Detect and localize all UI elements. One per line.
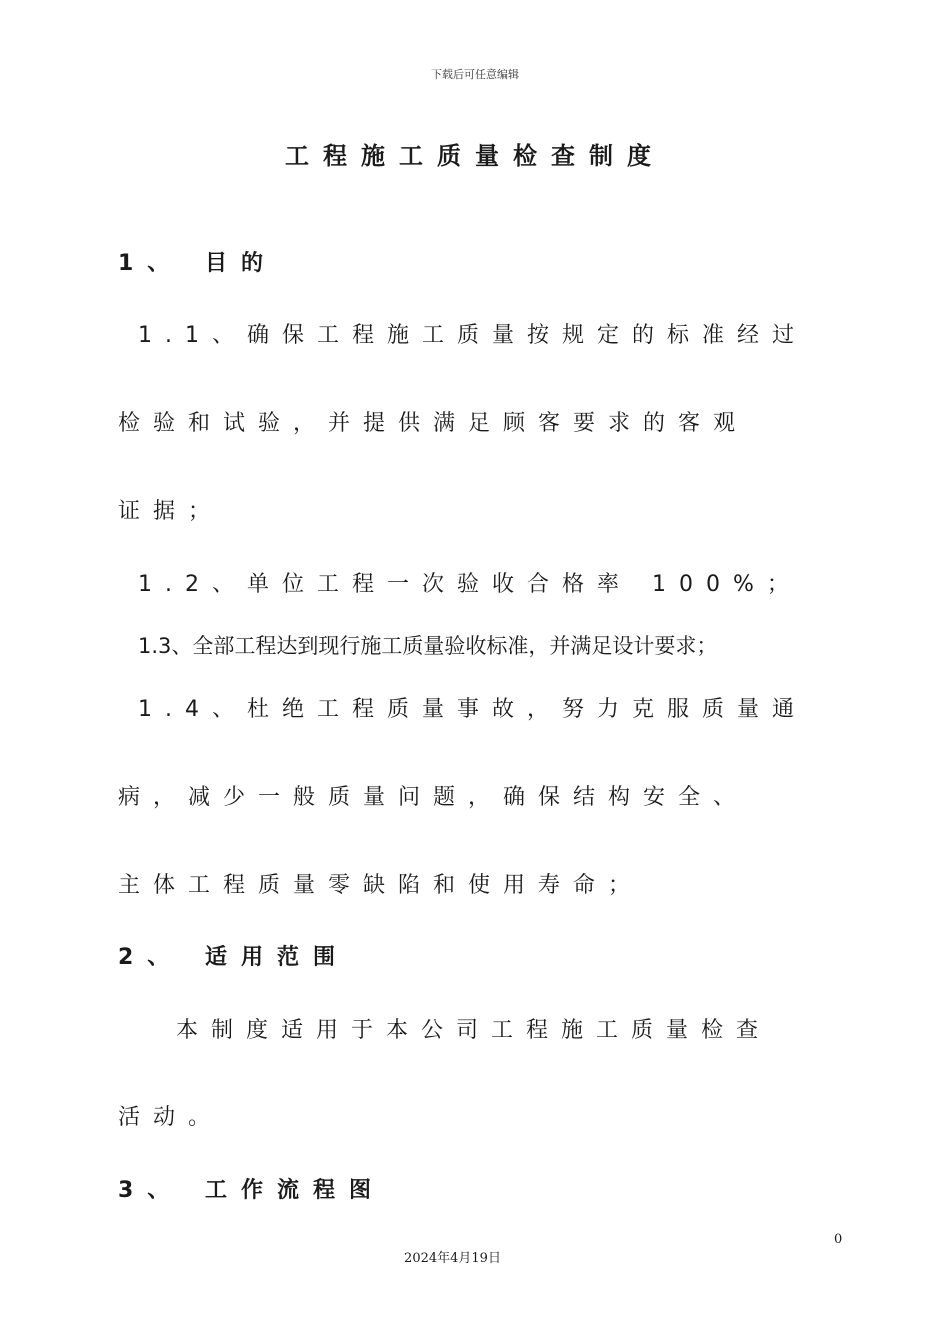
section-2-text-line-2: 活动。: [118, 1105, 224, 1130]
item-1-4-line-1: 1.4、杜绝工程质量事故，努力克服质量通: [138, 697, 807, 722]
item-1-1-line-3: 证据；: [118, 499, 224, 524]
section-1-heading: 1、 目的: [118, 251, 277, 276]
document-title: 工程施工质量检查制度: [285, 142, 665, 170]
page-number: 0: [834, 1232, 843, 1247]
item-1-1-line-2: 检验和试验，并提供满足顾客要求的客观: [118, 411, 749, 436]
footer-date: 2024年4月19日: [404, 1251, 501, 1266]
header-note: 下载后可任意编辑: [431, 68, 519, 81]
item-1-2: 1.2、单位工程一次验收合格率 100%；: [138, 572, 802, 597]
section-2-heading: 2、 适用范围: [118, 945, 349, 970]
item-1-3: 1.3、全部工程达到现行施工质量验收标准，并满足设计要求；: [138, 634, 718, 658]
item-1-4-line-3: 主体工程质量零缺陷和使用寿命；: [118, 873, 644, 898]
section-3-heading: 3、 工作流程图: [118, 1178, 385, 1203]
item-1-4-line-2: 病，减少一般质量问题，确保结构安全、: [118, 785, 749, 810]
section-2-text-line-1: 本制度适用于本公司工程施工质量检查: [176, 1018, 772, 1043]
item-1-1-line-1: 1.1、确保工程施工质量按规定的标准经过: [138, 323, 807, 348]
